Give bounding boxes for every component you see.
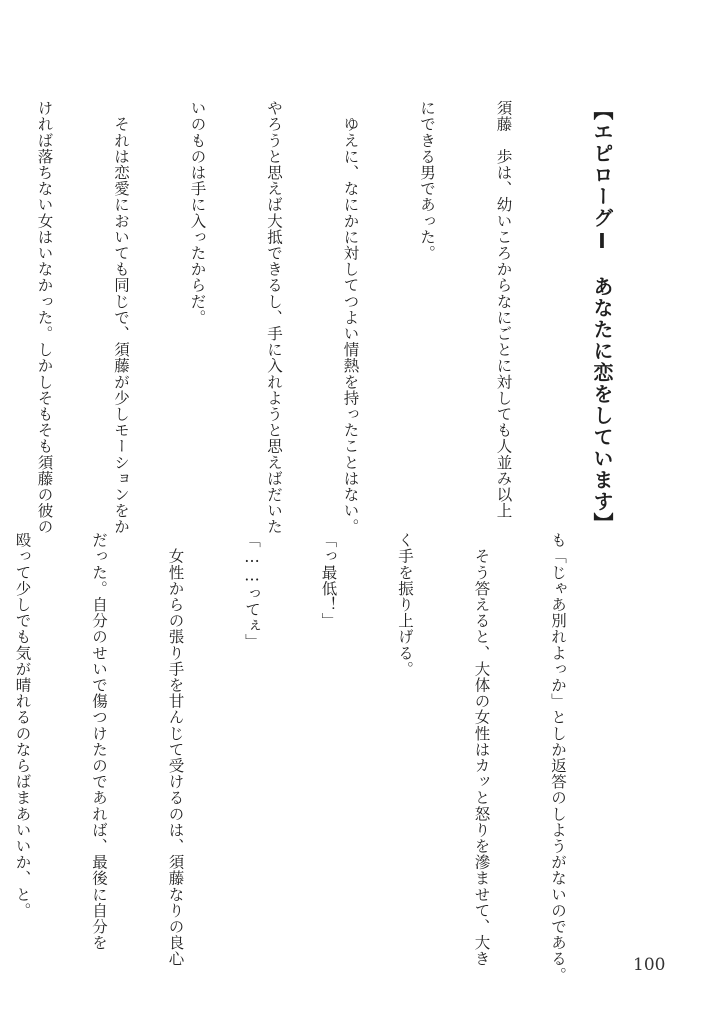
lower-text-block (0, 532, 621, 983)
text-line: く手を振り上げる。 (396, 532, 414, 677)
text-line: だった。自分のせいで傷つけたのであれば、最後に自分を (90, 532, 108, 951)
page-number: 100 (633, 955, 666, 975)
text-line: 殴って少しでも気が晴れるのならばまあいいか、と。 (13, 532, 32, 919)
text-line: にできる男であった。 (418, 100, 436, 261)
upper-text-block (0, 100, 665, 535)
text-line: 「っ最低！」 (319, 532, 338, 629)
text-line: そう答えると、大体の女性はカッと怒りを滲ませて、大き (472, 532, 491, 967)
chapter-title: 【エピローグⅠ あなたに恋をしています】 (590, 100, 614, 534)
text-line: 「……ってぇ」 (243, 532, 261, 650)
text-line: それは恋愛においても同じで、須藤が少しモーションをか (112, 100, 130, 535)
text-line: も「じゃあ別れよっか」としか返答のしようがないのである。 (549, 532, 567, 983)
text-line: ゆえに、なにかに対してつよい情熱を持ったことはない。 (341, 100, 360, 535)
text-line: ければ落ちない女はいなかった。しかしそもそも須藤の彼の (35, 100, 54, 535)
text-line: やろうと思えば大抵できるし、手に入れようと思えばだいた (265, 100, 283, 535)
text-line: 女性からの張り手を甘んじて受けるのは、須藤なりの良心 (166, 532, 185, 967)
text-line: いのものは手に入ったからだ。 (188, 100, 207, 326)
text-line: 須藤 歩は、幼いころからなにごとに対しても人並み以上 (494, 100, 513, 519)
